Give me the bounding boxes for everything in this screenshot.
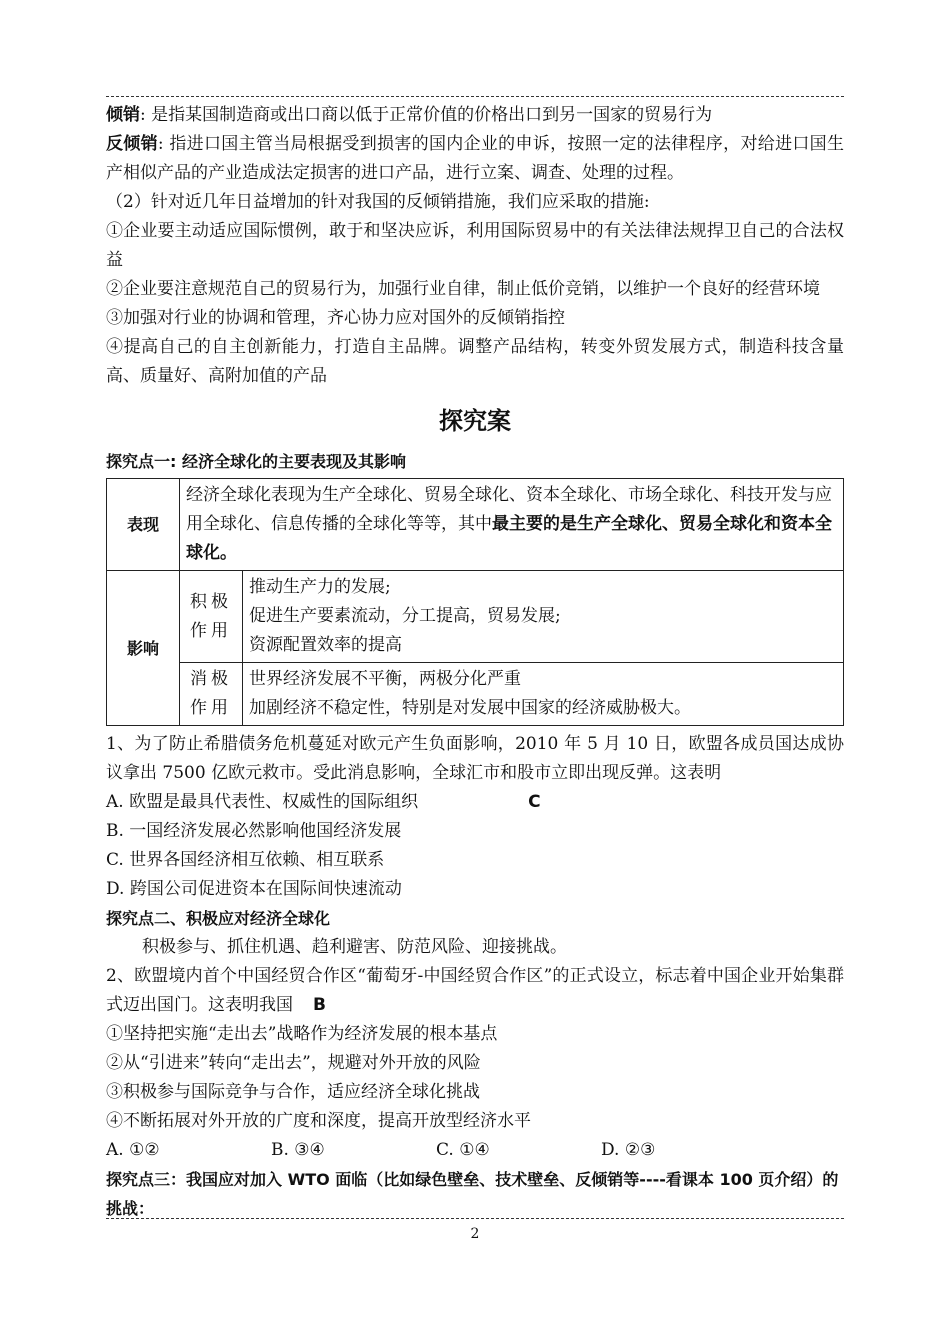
q2-item: ①坚持把实施“走出去”战略作为经济发展的根本基点 xyxy=(106,1024,498,1044)
list-item: 加剧经济不稳定性，特别是对发展中国家的经济威胁极大。 xyxy=(249,698,691,718)
list-item: 资源配置效率的提高 xyxy=(249,635,402,655)
table-row xyxy=(107,571,844,663)
positive-label: 积极作用 xyxy=(180,571,243,663)
q2-option-b: B. ③④ xyxy=(271,1140,325,1160)
top-divider xyxy=(106,96,844,97)
q1-option-d: D. 跨国公司促进资本在国际间快速流动 xyxy=(106,879,402,899)
performance-cell xyxy=(180,479,844,571)
q2-answer: B xyxy=(313,995,326,1015)
point2-heading: 探究点二、积极应对经济全球化 xyxy=(106,909,331,928)
performance-bold: 最主要的是生产全球化、贸易全球化和资本全球化。 xyxy=(186,514,832,563)
list-item: 推动生产力的发展; xyxy=(249,577,391,597)
q2-option-d: D. ②③ xyxy=(601,1140,656,1160)
negative-label: 消极作用 xyxy=(180,663,243,726)
q2-item: ②从“引进来”转向“走出去”，规避对外开放的风险 xyxy=(106,1053,481,1073)
point3-heading: 探究点三：我国应对加入 WTO 面临（比如绿色壁垒、技术壁垒、反倾销等----看课本 100 页介绍）的挑战： xyxy=(106,1170,839,1218)
q1-option-b: B. 一国经济发展必然影响他国经济发展 xyxy=(106,821,402,841)
q1-option xyxy=(106,788,844,817)
point2-text: 积极参与、抓住机遇、趋利避害、防范风险、迎接挑战。 xyxy=(142,937,567,957)
q2-stem xyxy=(106,962,844,1020)
anti-dumping-term: 反倾销 xyxy=(106,134,158,154)
q2-options xyxy=(106,1136,844,1165)
q2-option-a: A. ①② xyxy=(106,1140,160,1160)
q2-option-c: C. ①④ xyxy=(436,1140,490,1160)
performance-text: 经济全球化表现为生产全球化、贸易全球化、资本全球化、市场全球化、科技开发与应用全球化、信息传播的全球化等等，其中 xyxy=(186,485,832,534)
q2-item: ③积极参与国际竞争与合作，适应经济全球化挑战 xyxy=(106,1082,480,1102)
dumping-def: : 是指某国制造商或出口商以低于正常价值的价格出口到另一国家的贸易行为 xyxy=(140,105,713,125)
measure-item: ①企业要主动适应国际惯例，敢于和坚决应诉，利用国际贸易中的有关法律法规捍卫自己的合法权益 xyxy=(106,221,844,270)
anti-dumping-definition xyxy=(106,130,844,188)
globalization-table xyxy=(106,478,844,726)
anti-dumping-def: : 指进口国主管当局根据受到损害的国内企业的申诉，按照一定的法律程序，对给进口国生产相似产品的产业造成法定损害的进口产品，进行立案、调查、处理的过程。 xyxy=(106,134,844,183)
bottom-divider xyxy=(106,1218,844,1219)
measure-item: ④提高自己的自主创新能力，打造自主品牌。调整产品结构，转变外贸发展方式，制造科技含量高、质量好、高附加值的产品 xyxy=(106,337,844,386)
table-row xyxy=(107,479,844,571)
q2-item: ④不断拓展对外开放的广度和深度，提高开放型经济水平 xyxy=(106,1111,531,1131)
dumping-definition xyxy=(106,101,844,130)
q2-stem-text: 2、欧盟境内首个中国经贸合作区“葡萄牙-中国经贸合作区”的正式设立，标志着中国企业开始集群式迈出国门。这表明我国 xyxy=(106,966,844,1015)
measure-item: ③加强对行业的协调和管理，齐心协力应对国外的反倾销指控 xyxy=(106,308,565,328)
q1-stem: 1、为了防止希腊债务危机蔓延对欧元产生负面影响，2010 年 5 月 10 日，欧盟各成员国达成协议拿出 7500 亿欧元救市。受此消息影响，全球汇市和股市立即出现反弹。这表明 xyxy=(106,734,844,783)
measure-item: ②企业要注意规范自己的贸易行为，加强行业自律，制止低价竞销，以维护一个良好的经营环境 xyxy=(106,279,820,299)
page-number: 2 xyxy=(470,1226,480,1242)
negative-cell xyxy=(243,663,844,726)
dumping-term: 倾销 xyxy=(106,105,140,125)
section-title: 探究案 xyxy=(439,406,511,435)
positive-cell xyxy=(243,571,844,663)
row-label-impact: 影响 xyxy=(107,571,180,726)
list-item: 世界经济发展不平衡，两极分化严重 xyxy=(249,669,521,689)
q1-answer: C xyxy=(528,792,541,812)
table-row xyxy=(107,663,844,726)
row-label-performance: 表现 xyxy=(107,479,180,571)
list-item: 促进生产要素流动，分工提高，贸易发展; xyxy=(249,606,561,626)
q1-option-a: A. 欧盟是最具代表性、权威性的国际组织 xyxy=(106,792,419,812)
page-body xyxy=(106,96,844,1223)
measures-intro: （2）针对近几年日益增加的针对我国的反倾销措施，我们应采取的措施: xyxy=(106,192,650,212)
q1-option-c: C. 世界各国经济相互依赖、相互联系 xyxy=(106,850,385,870)
point1-heading: 探究点一: 经济全球化的主要表现及其影响 xyxy=(106,452,406,471)
